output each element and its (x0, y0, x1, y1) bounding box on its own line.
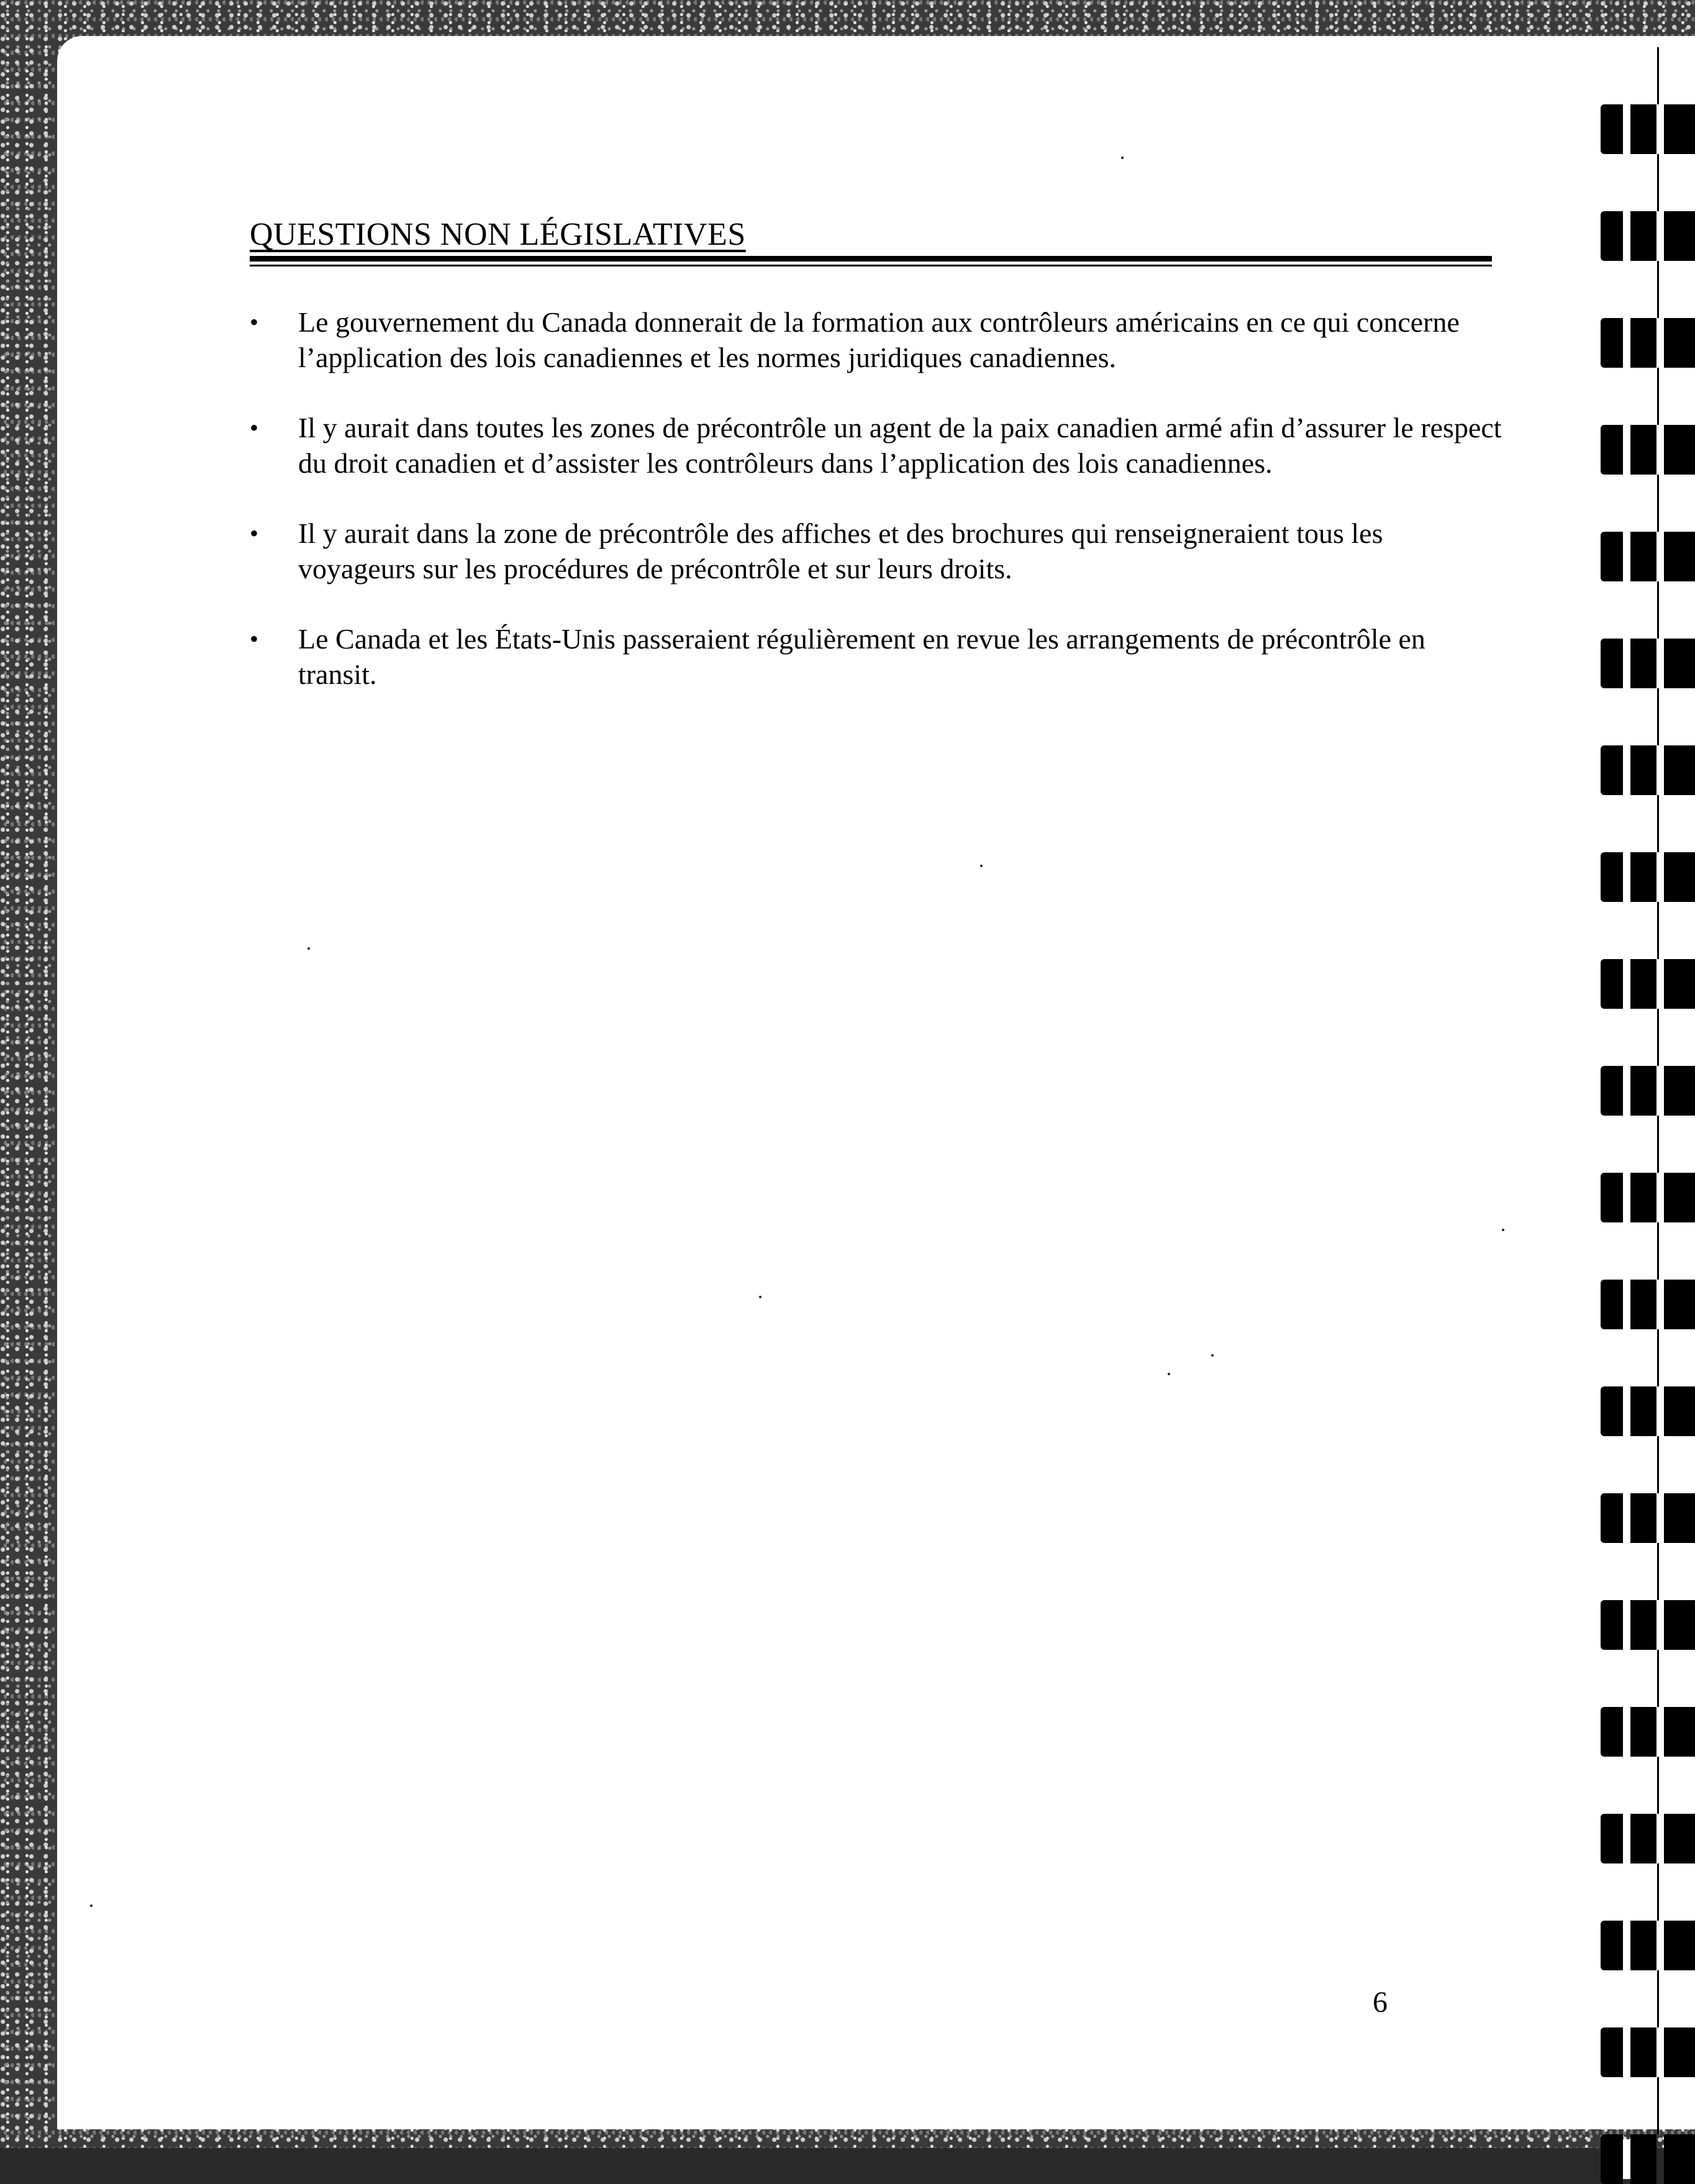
list-item (250, 621, 1504, 692)
list-item-text: Il y aurait dans toutes les zones de précontrôle un agent de la paix canadien armé afin d’assurer le respect du droit canadien et d’assister les contrôleurs dans l’application des lois canadiennes. (298, 412, 1502, 479)
scan-speck (759, 1296, 761, 1298)
list-item (250, 410, 1504, 481)
binding-coil (1601, 2134, 1695, 2184)
binding-coil (1601, 532, 1695, 581)
scan-speck (90, 1904, 93, 1907)
list-item-text: Le gouvernement du Canada donnerait de la formation aux contrôleurs américains en ce qui concerne l’application des lois canadiennes et les normes juridiques canadiennes. (298, 306, 1460, 373)
binding-coil (1601, 211, 1695, 261)
binding-coil (1601, 1493, 1695, 1543)
binding-wire (1657, 688, 1659, 745)
scan-speck (1168, 1373, 1170, 1375)
binding-coil (1601, 425, 1695, 475)
binding-wire (1657, 1970, 1659, 2027)
binding-coil (1601, 1707, 1695, 1757)
binding-wire (1657, 795, 1659, 852)
binding-wire (1657, 581, 1659, 639)
binding-wire (1657, 1222, 1659, 1280)
binding-wire (1657, 902, 1659, 959)
bullet-icon: • (250, 308, 259, 336)
binding-coil (1601, 1066, 1695, 1116)
binding-wire (1657, 154, 1659, 211)
bullet-icon: • (250, 414, 259, 442)
binding-coil (1601, 2027, 1695, 2077)
binding-wire (1657, 1116, 1659, 1173)
binding-wire (1657, 1009, 1659, 1066)
binding-coil (1601, 104, 1695, 154)
binding-wire (1657, 1863, 1659, 1921)
binding-coil (1601, 1280, 1695, 1329)
scan-speck (307, 947, 310, 950)
scan-speck (1502, 1229, 1504, 1231)
binding-coil (1601, 1386, 1695, 1436)
bullet-icon: • (250, 519, 259, 547)
binding-wire (1657, 1436, 1659, 1493)
binding-wire (1657, 1650, 1659, 1707)
bullet-list (250, 304, 1504, 727)
list-item (250, 304, 1504, 375)
heading-rule-thick (250, 256, 1492, 262)
binding-coil (1601, 1600, 1695, 1650)
binding-coil (1601, 959, 1695, 1009)
binding-coil (1601, 639, 1695, 688)
scan-speck (980, 865, 983, 867)
binding-wire (1657, 47, 1659, 104)
binding-coil (1601, 1921, 1695, 1970)
scan-speck (1121, 157, 1124, 159)
binding-coil (1601, 318, 1695, 368)
binding-wire (1657, 475, 1659, 532)
binding-coil (1601, 1173, 1695, 1222)
scan-speck (1211, 1354, 1214, 1357)
binding-wire (1657, 1543, 1659, 1600)
binding-coil (1601, 745, 1695, 795)
binding-coil (1601, 1814, 1695, 1863)
binding-wire (1657, 1757, 1659, 1814)
list-item-text: Il y aurait dans la zone de précontrôle des affiches et des brochures qui renseigneraient tous les voyageurs sur les procédures de précontrôle et sur leurs droits. (298, 517, 1383, 585)
bullet-icon: • (250, 625, 259, 653)
list-item-text: Le Canada et les États-Unis passeraient régulièrement en revue les arrangements de précontrôle en transit. (298, 623, 1425, 690)
page-number: 6 (1373, 1986, 1388, 2019)
binding-wire (1657, 368, 1659, 425)
section-heading: QUESTIONS NON LÉGISLATIVES (250, 217, 746, 252)
binding-wire (1657, 2077, 1659, 2134)
binding-wire (1657, 1329, 1659, 1386)
list-item (250, 516, 1504, 586)
heading-rule-thin (250, 265, 1492, 266)
binding-coil (1601, 852, 1695, 902)
binding-wire (1657, 261, 1659, 318)
